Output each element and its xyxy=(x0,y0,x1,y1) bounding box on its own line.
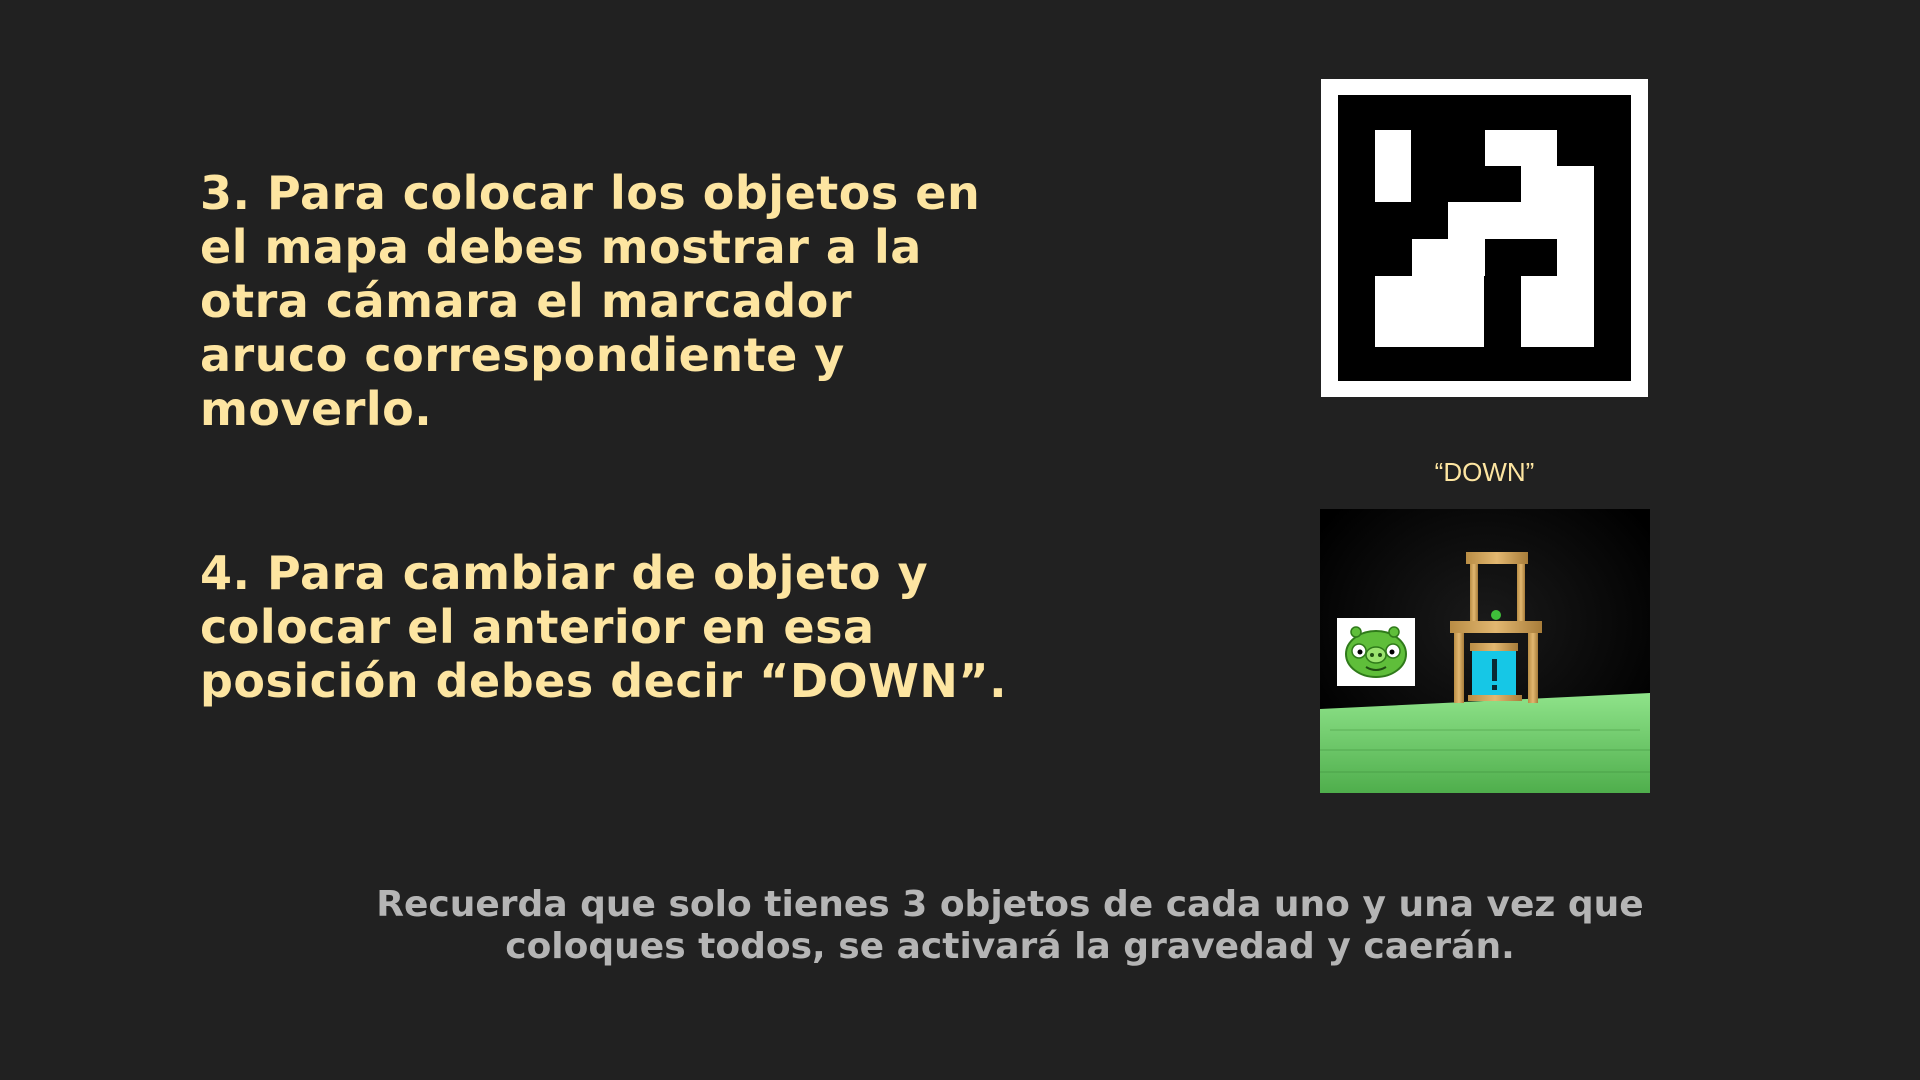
aruco-marker-graphic xyxy=(1321,79,1648,397)
game-scene-graphic xyxy=(1320,509,1650,793)
reminder-note: Recuerda que solo tienes 3 objetos de cada uno y una vez que coloques todos, se activará la gravedad y caerán. xyxy=(376,884,1644,967)
grass-ground xyxy=(1320,693,1650,793)
marker-caption: “DOWN” xyxy=(1434,457,1535,487)
step-4-instruction: 4. Para cambiar de objeto y colocar el anterior en esa posición debes decir “DOWN”. xyxy=(200,546,1008,708)
game-scene-preview xyxy=(1320,509,1650,793)
small-pig-icon xyxy=(1491,610,1501,620)
aruco-marker xyxy=(1321,79,1648,397)
step-3-instruction: 3. Para colocar los objetos en el mapa debes mostrar a la otra cámara el marcador aruco correspondiente y moverlo. xyxy=(200,166,981,436)
pig-icon xyxy=(1337,618,1415,686)
